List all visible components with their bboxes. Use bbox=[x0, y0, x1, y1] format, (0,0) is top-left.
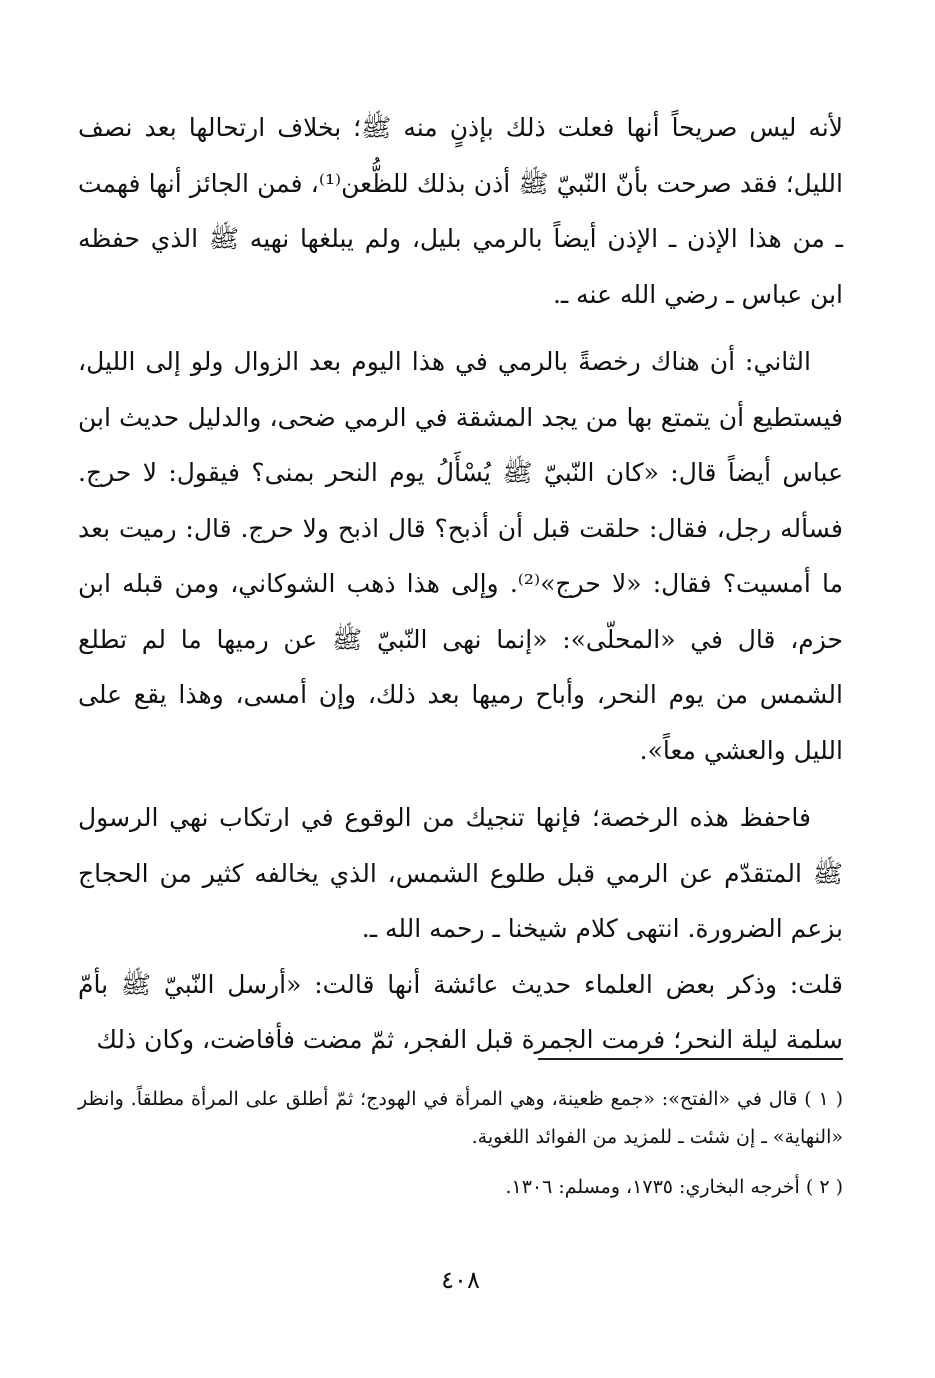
paragraph-2: الثاني: أن هناك رخصةً بالرمي في هذا اليوم بعد الزوال ولو إلى الليل، فيستطيع أن يتمتع بها من يجد المشقة في الرمي ضحى، والدليل حديث ابن عباس أيضاً قال: «كان النّبيّ ﷺ يُسْأَلُ يوم النحر بمنى؟ فيقول: لا حرج. فسأله رجل، فقال: حلقت قبل أن أذبح؟ قال اذبح ولا حرج. قال: رميت بعد ما أمسيت؟ فقال: «لا حرج»⁽²⁾. وإلى هذا ذهب الشوكاني، ومن قبله ابن حزم، قال في «المحلّى»: «إنما نهى النّبيّ ﷺ عن رميها ما لم تطلع الشمس من يوم النحر، وأباح رميها بعد ذلك، وإن أمسى، وهذا يقع على الليل والعشي معاً». bbox=[78, 347, 843, 765]
footnotes bbox=[78, 1080, 843, 1218]
footnote-1: ( ١ ) قال في «الفتح»: «جمع ظعينة، وهي المرأة في الهودج؛ ثمّ أطلق على المرأة مطلقاً. وانظر «النهاية» ـ إن شئت ـ للمزيد من الفوائد اللغوية. bbox=[78, 1088, 844, 1148]
paragraph-gap bbox=[78, 778, 843, 790]
paragraph-1: لأنه ليس صريحاً أنها فعلت ذلك بإذنٍ منه ﷺ؛ بخلاف ارتحالها بعد نصف الليل؛ فقد صرحت بأنّ النّبيّ ﷺ أذن بذلك للظُّعن⁽¹⁾، فمن الجائز أنها فهمت ـ من هذا الإذن ـ الإذن أيضاً بالرمي بليل، ولم يبلغها نهيه ﷺ الذي حفظه ابن عباس ـ رضي الله عنه ـ. bbox=[78, 113, 843, 309]
page-number: ٤٠٨ bbox=[441, 1266, 480, 1294]
paragraph-3: فاحفظ هذه الرخصة؛ فإنها تنجيك من الوقوع في ارتكاب نهي الرسول ﷺ المتقدّم عن الرمي قبل طلوع الشمس، الذي يخالفه كثير من الحجاج بزعم الضرورة. انتهى كلام شيخنا ـ رحمه الله ـ. bbox=[78, 803, 843, 943]
paragraph-4: قلت: وذكر بعض العلماء حديث عائشة أنها قالت: «أرسل النّبيّ ﷺ بأمّ سلمة ليلة النحر؛ فرمت الجمرة قبل الفجر، ثمّ مضت فأفاضت، وكان ذلك bbox=[78, 969, 843, 1054]
book-page bbox=[78, 100, 843, 1340]
footnote-2: ( ٢ ) أخرجه البخاري: ١٧٣٥، ومسلم: ١٣٠٦. bbox=[505, 1176, 843, 1198]
footnote-divider bbox=[538, 1058, 843, 1060]
main-text bbox=[78, 100, 843, 1068]
paragraph-gap bbox=[78, 322, 843, 334]
